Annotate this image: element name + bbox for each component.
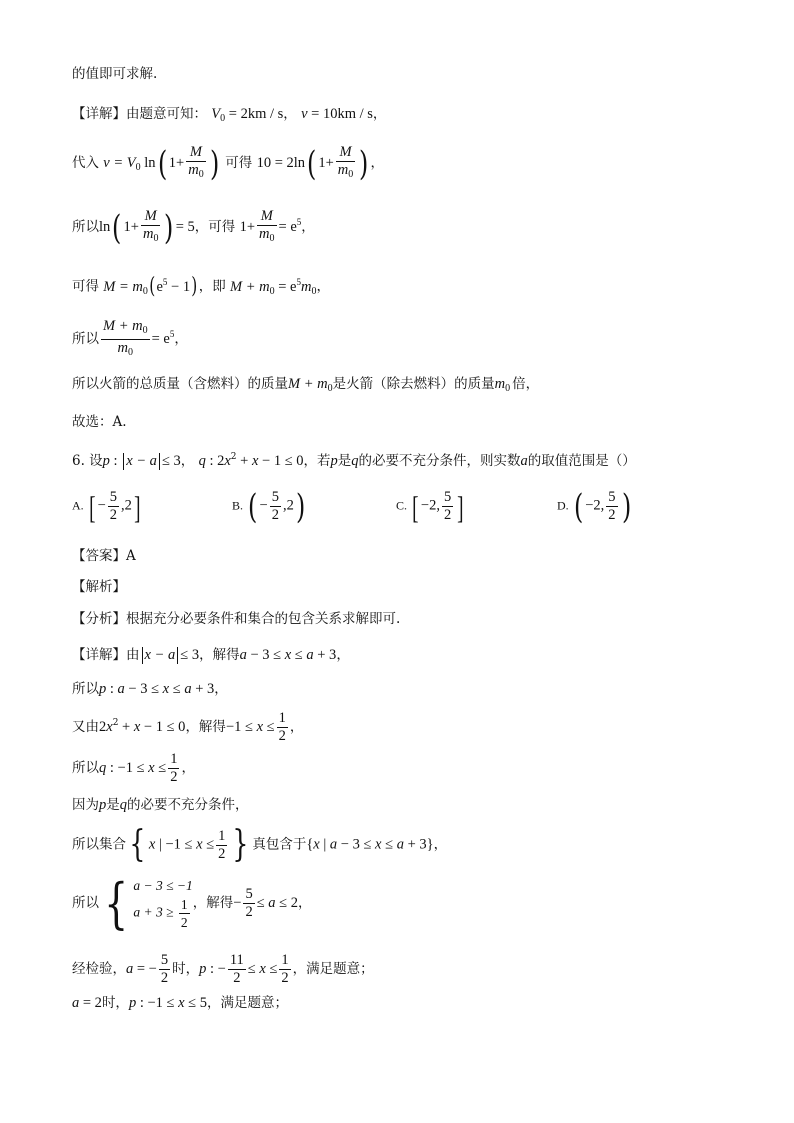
formula-line: 所以ln( 1+ $\frac{M}{m_0}$ ) = 5，可得 1+ $\frac{M}{m_0}$ = $e^5$， xyxy=(72,207,315,248)
text-line: 因为p是q的必要不充分条件， xyxy=(72,797,249,813)
formula-line: 可得 $M = m_0(e^5 - 1)$，即 $M + m_0 = e^5m_0$， xyxy=(72,274,330,299)
formula-line: 代入 $v = V_0$ ln( 1+ $\frac{M}{m_0}$ ) 可得 10 = 2ln( 1+ $\frac{M}{m_0}$ ) ， xyxy=(72,143,384,184)
option-d[interactable]: D. ( −2, $\frac{5}{2}$ ) xyxy=(557,486,631,527)
option-b[interactable]: B. ( − $\frac{5}{2}$ ,2) xyxy=(232,486,306,527)
analysis-line: 【解析】 xyxy=(72,579,126,595)
formula-line: 经检验，a = − $\frac{5}{2}$ 时，p : − $\frac{11}{2}$ ≤ x ≤ $\frac{1}{2}$ ，满足题意； xyxy=(72,952,374,986)
text-line: 所以火箭的总质量（含燃料）的质量$M + m_0$是火箭（除去燃料）的质量$m_0$ 倍， xyxy=(72,376,540,394)
detail-line: 【详解】由题意可知： $V_0 = 2km / s$， v = 10km / s， xyxy=(72,106,387,124)
formula-line: 所以 $\frac{M + m_0}{m_0}$ = $e^5$， xyxy=(72,318,188,358)
fenxi-line: 【分析】根据充分必要条件和集合的包含关系求解即可. xyxy=(72,611,401,627)
formula-line: 又由$2x^2 + x - 1 \le 0$，解得−1 ≤ x ≤ $\frac{1}{2}$ ， xyxy=(72,710,304,744)
formula-line: 所以q : −1 ≤ x ≤ $\frac{1}{2}$ ， xyxy=(72,751,195,785)
text-line: 故选：A. xyxy=(72,414,127,430)
option-a[interactable]: A. [ − $\frac{5}{2}$ ,2] xyxy=(72,488,141,525)
formula-line: 所以 { a − 3 ≤ −1 a + 3 ≥ $\frac{1}{2}$ ，解得− $\frac{5}{2}$ ≤ a ≤ 2， xyxy=(72,871,312,935)
formula-line: 所以p : a − 3 ≤ x ≤ a + 3， xyxy=(72,681,228,697)
detail-line: 【详解】由 x − a ≤ 3，解得a − 3 ≤ x ≤ a + 3， xyxy=(72,647,350,663)
question-6: 6. 设p : x − a ≤ 3， q : $2x^2 + x - 1 \le 0$，若p是q的必要不充分条件，则实数a的取值范围是（） xyxy=(72,452,636,469)
formula-line: a = 2时，p : −1 ≤ x ≤ 5，满足题意； xyxy=(72,995,289,1011)
option-c[interactable]: C. [ −2, $\frac{5}{2}$ ] xyxy=(396,488,464,525)
text-line: 的值即可求解. xyxy=(72,66,158,82)
formula-line: 所以集合{ x | −1 ≤ x ≤ $\frac{1}{2}$ } 真包含于{x | a − 3 ≤ x ≤ a + 3}， xyxy=(72,824,448,865)
answer-line: 【答案】A xyxy=(72,548,136,564)
